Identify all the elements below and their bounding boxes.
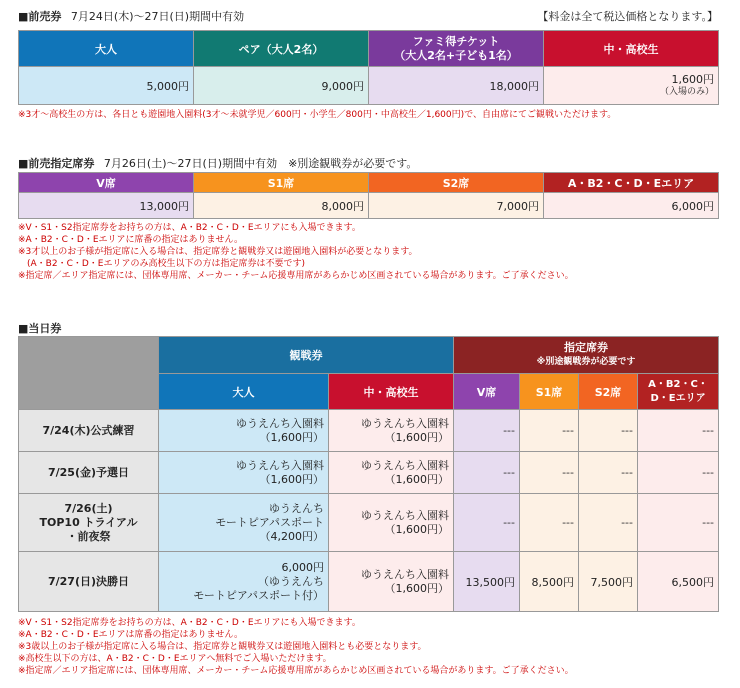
dayof-row1-s2: --- (579, 410, 638, 452)
dayof-note-4: ※高校生以下の方は、A・B2・C・D・Eエリアへ無料でご入場いただけます。 (18, 654, 332, 664)
table-row (19, 552, 719, 612)
dayof-row1-area: --- (638, 410, 719, 452)
reserved-header-s1: S1席 (194, 173, 369, 193)
dayof-row3-area: --- (638, 494, 719, 552)
reserved-note-5: ※指定席／エリア指定席には、団体専用席、メーカー・チーム応援専用席があらかじめ区画されている場合があります。ご了承ください。 (18, 271, 574, 281)
dayof-row4-s2: 7,500円 (579, 552, 638, 612)
dayof-row2-student: ゆうえんち入園料 （1,600円） (329, 452, 454, 494)
presale-price-student-sub: （入場のみ） (659, 86, 714, 97)
dayof-note-1: ※V・S1・S2指定席券をお持ちの方は、A・B2・C・D・Eエリアにも入場できます。 (18, 618, 361, 628)
dayof-row3-adult: ゆうえんち モートピアパスポート （4,200円） (159, 494, 329, 552)
presale-header-student: 中・高校生 (544, 31, 719, 67)
presale-price-student: 1,600円 (671, 72, 714, 86)
dayof-table (18, 336, 719, 612)
presale-heading (18, 8, 244, 24)
reserved-header-area: A・B2・C・D・Eエリア (544, 173, 719, 193)
table-row (19, 410, 719, 452)
dayof-header-s2: S2席 (579, 374, 638, 410)
reserved-period: 7月26日(土)～27日(日)期間中有効 ※別途観戦券が必要です。 (103, 157, 418, 170)
dayof-group-reserved-sub: ※別途観戦券が必要です (536, 357, 636, 367)
dayof-row2-s2: --- (579, 452, 638, 494)
dayof-row1-student: ゆうえんち入園料 （1,600円） (329, 410, 454, 452)
reserved-header-v: V席 (19, 173, 194, 193)
reserved-note-3: ※3才以上のお子様が指定席に入る場合は、指定席券と観戦券又は遊園地入園料が必要となります。 (18, 247, 418, 257)
reserved-header-s2: S2席 (369, 173, 544, 193)
dayof-row3-s2: --- (579, 494, 638, 552)
dayof-title: ■当日券 (18, 322, 62, 335)
dayof-row3-date: 7/26(土) TOP10 トライアル ・前夜祭 (19, 494, 159, 552)
presale-header-pair: ペア（大人2名） (194, 31, 369, 67)
price-tax-note: 【料金は全て税込価格となります。】 (537, 10, 718, 23)
dayof-group-reserved-cell (454, 337, 719, 374)
reserved-title: ■前売指定席券 (18, 157, 95, 170)
presale-price-family: 18,000円 (369, 67, 544, 105)
reserved-notes (18, 222, 574, 282)
reserved-note-1: ※V・S1・S2指定席券をお持ちの方は、A・B2・C・D・Eエリアにも入場できます。 (18, 223, 361, 233)
dayof-row2-v: --- (454, 452, 520, 494)
dayof-row4-s1: 8,500円 (520, 552, 579, 612)
dayof-note-2: ※A・B2・C・D・Eエリアは席番の指定はありません。 (18, 630, 244, 640)
dayof-note-3: ※3歳以上のお子様が指定席に入る場合は、指定席券と観戦券又は遊園地入園料とも必要となります。 (18, 642, 427, 652)
reserved-price-s1: 8,000円 (194, 193, 369, 219)
dayof-row4-adult: 6,000円 （ゆうえんち モートピアパスポート付） (159, 552, 329, 612)
presale-header-adult: 大人 (19, 31, 194, 67)
dayof-header-adult: 大人 (159, 374, 329, 410)
dayof-group-reserved: 指定席券 (564, 341, 608, 354)
dayof-row2-date: 7/25(金)予選日 (19, 452, 159, 494)
dayof-header-area: A・B2・C・ D・Eエリア (638, 374, 719, 410)
reserved-note-2: ※A・B2・C・D・Eエリアに席番の指定はありません。 (18, 235, 244, 245)
presale-table (18, 30, 719, 105)
dayof-row1-date: 7/24(木)公式練習 (19, 410, 159, 452)
dayof-header-s1: S1席 (520, 374, 579, 410)
reserved-table (18, 172, 719, 219)
reserved-note-4: (A・B2・C・D・Eエリアのみ高校生以下の方は指定席券は不要です) (18, 259, 305, 269)
dayof-row2-s1: --- (520, 452, 579, 494)
dayof-heading (18, 320, 61, 336)
dayof-row4-area: 6,500円 (638, 552, 719, 612)
dayof-row3-s1: --- (520, 494, 579, 552)
reserved-price-s2: 7,000円 (369, 193, 544, 219)
dayof-row1-s1: --- (520, 410, 579, 452)
dayof-row4-student: ゆうえんち入園料 （1,600円） (329, 552, 454, 612)
presale-header-family: ファミ得チケット （大人2名+子ども1名） (369, 31, 544, 67)
dayof-row1-adult: ゆうえんち入園料 （1,600円） (159, 410, 329, 452)
presale-price-adult: 5,000円 (19, 67, 194, 105)
dayof-corner (19, 337, 159, 410)
presale-notes (18, 109, 616, 121)
table-row (19, 494, 719, 552)
dayof-notes (18, 617, 574, 677)
dayof-row4-v: 13,500円 (454, 552, 520, 612)
dayof-row3-student: ゆうえんち入園料 （1,600円） (329, 494, 454, 552)
dayof-row2-area: --- (638, 452, 719, 494)
presale-price-pair: 9,000円 (194, 67, 369, 105)
presale-period: 7月24日(木)～27日(日)期間中有効 (70, 10, 245, 23)
reserved-heading (18, 155, 417, 171)
dayof-note-5: ※指定席／エリア指定席には、団体専用席、メーカー・チーム応援専用席があらかじめ区画されている場合があります。ご了承ください。 (18, 666, 574, 676)
dayof-group-watch: 観戦券 (159, 337, 454, 374)
dayof-row1-v: --- (454, 410, 520, 452)
dayof-header-student: 中・高校生 (329, 374, 454, 410)
presale-note: ※3才～高校生の方は、各日とも遊園地入園料(3才～未就学児／600円・小学生／800円・中高校生／1,600円)で、自由席にてご観戦いただけます。 (18, 110, 617, 120)
table-row (19, 452, 719, 494)
dayof-row3-v: --- (454, 494, 520, 552)
presale-price-student-cell (544, 67, 719, 105)
presale-title: ■前売券 (18, 10, 62, 23)
reserved-price-v: 13,000円 (19, 193, 194, 219)
reserved-price-area: 6,000円 (544, 193, 719, 219)
dayof-header-v: V席 (454, 374, 520, 410)
dayof-row2-adult: ゆうえんち入園料 （1,600円） (159, 452, 329, 494)
dayof-row4-date: 7/27(日)決勝日 (19, 552, 159, 612)
